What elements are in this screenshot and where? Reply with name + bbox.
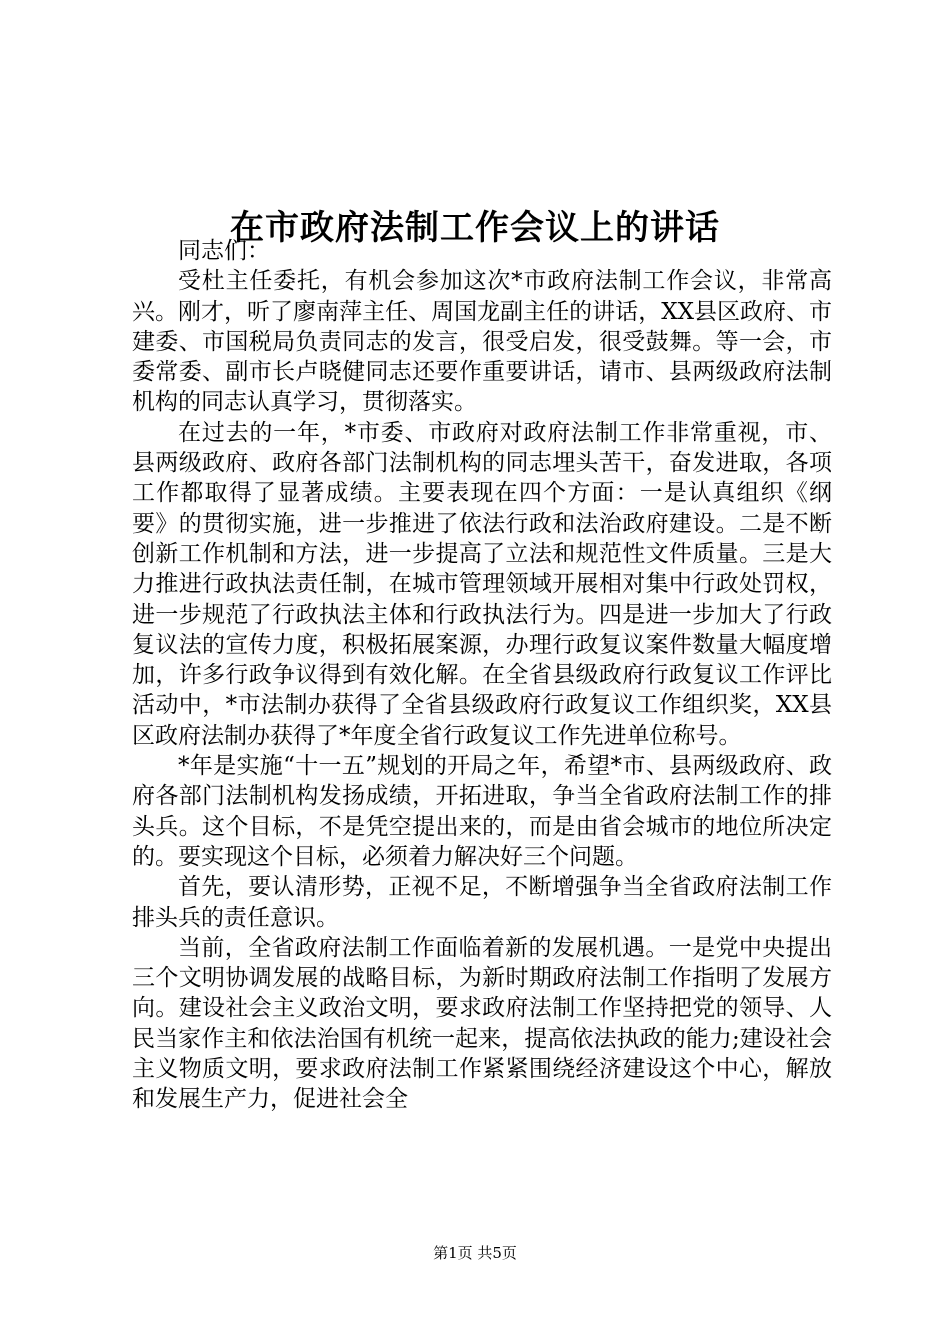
page-footer: 第1页 共5页 (433, 1244, 517, 1262)
paragraph: 首先，要认清形势，正视不足，不断增强争当全省政府法制工作排头兵的责任意识。 (132, 874, 832, 931)
paragraph: *年是实施“十一五”规划的开局之年，希望*市、县两级政府、政府各部门法制机构发扬成绩，开拓进取，争当全省政府法制工作的排头兵。这个目标，不是凭空提出来的，而是由省会城市的地位所决定的。要实现这个目标，必须着力解决好三个问题。 (132, 753, 832, 870)
paragraph: 受杜主任委托，有机会参加这次*市政府法制工作会议，非常高兴。刚才，听了廖南萍主任、周国龙副主任的讲话，XX县区政府、市建委、市国税局负责同志的发言，很受启发，很受鼓舞。等一会，市委常委、副市长卢晓健同志还要作重要讲话，请市、县两级政府法制机构的同志认真学习，贯彻落实。 (132, 268, 832, 416)
paragraph: 当前，全省政府法制工作面临着新的发展机遇。一是党中央提出三个文明协调发展的战略目标，为新时期政府法制工作指明了发展方向。建设社会主义政治文明，要求政府法制工作坚持把党的领导、人民当家作主和依法治国有机统一起来，提高依法执政的能力;建设社会主义物质文明，要求政府法制工作紧紧围绕经济建设这个中心，解放和发展生产力，促进社会全 (132, 934, 832, 1113)
salutation: 同志们： (178, 238, 270, 264)
paragraph: 在过去的一年，*市委、市政府对政府法制工作非常重视，市、县两级政府、政府各部门法制机构的同志埋头苦干，奋发进取，各项工作都取得了显著成绩。主要表现在四个方面：一是认真组织《纲要》的贯彻实施，进一步推进了依法行政和法治政府建设。二是不断创新工作机制和方法，进一步提高了立法和规范性文件质量。三是大力推进行政执法责任制，在城市管理领域开展相对集中行政处罚权，进一步规范了行政执法主体和行政执法行为。四是进一步加大了行政复议法的宣传力度，积极拓展案源，办理行政复议案件数量大幅度增加，许多行政争议得到有效化解。在全省县级政府行政复议工作评比活动中，*市法制办获得了全省县级政府行政复议工作组织奖，XX县区政府法制办获得了*年度全省行政复议工作先进单位称号。 (132, 419, 832, 749)
document-title: 在市政府法制工作会议上的讲话 (230, 207, 720, 248)
document-body (132, 236, 832, 1115)
